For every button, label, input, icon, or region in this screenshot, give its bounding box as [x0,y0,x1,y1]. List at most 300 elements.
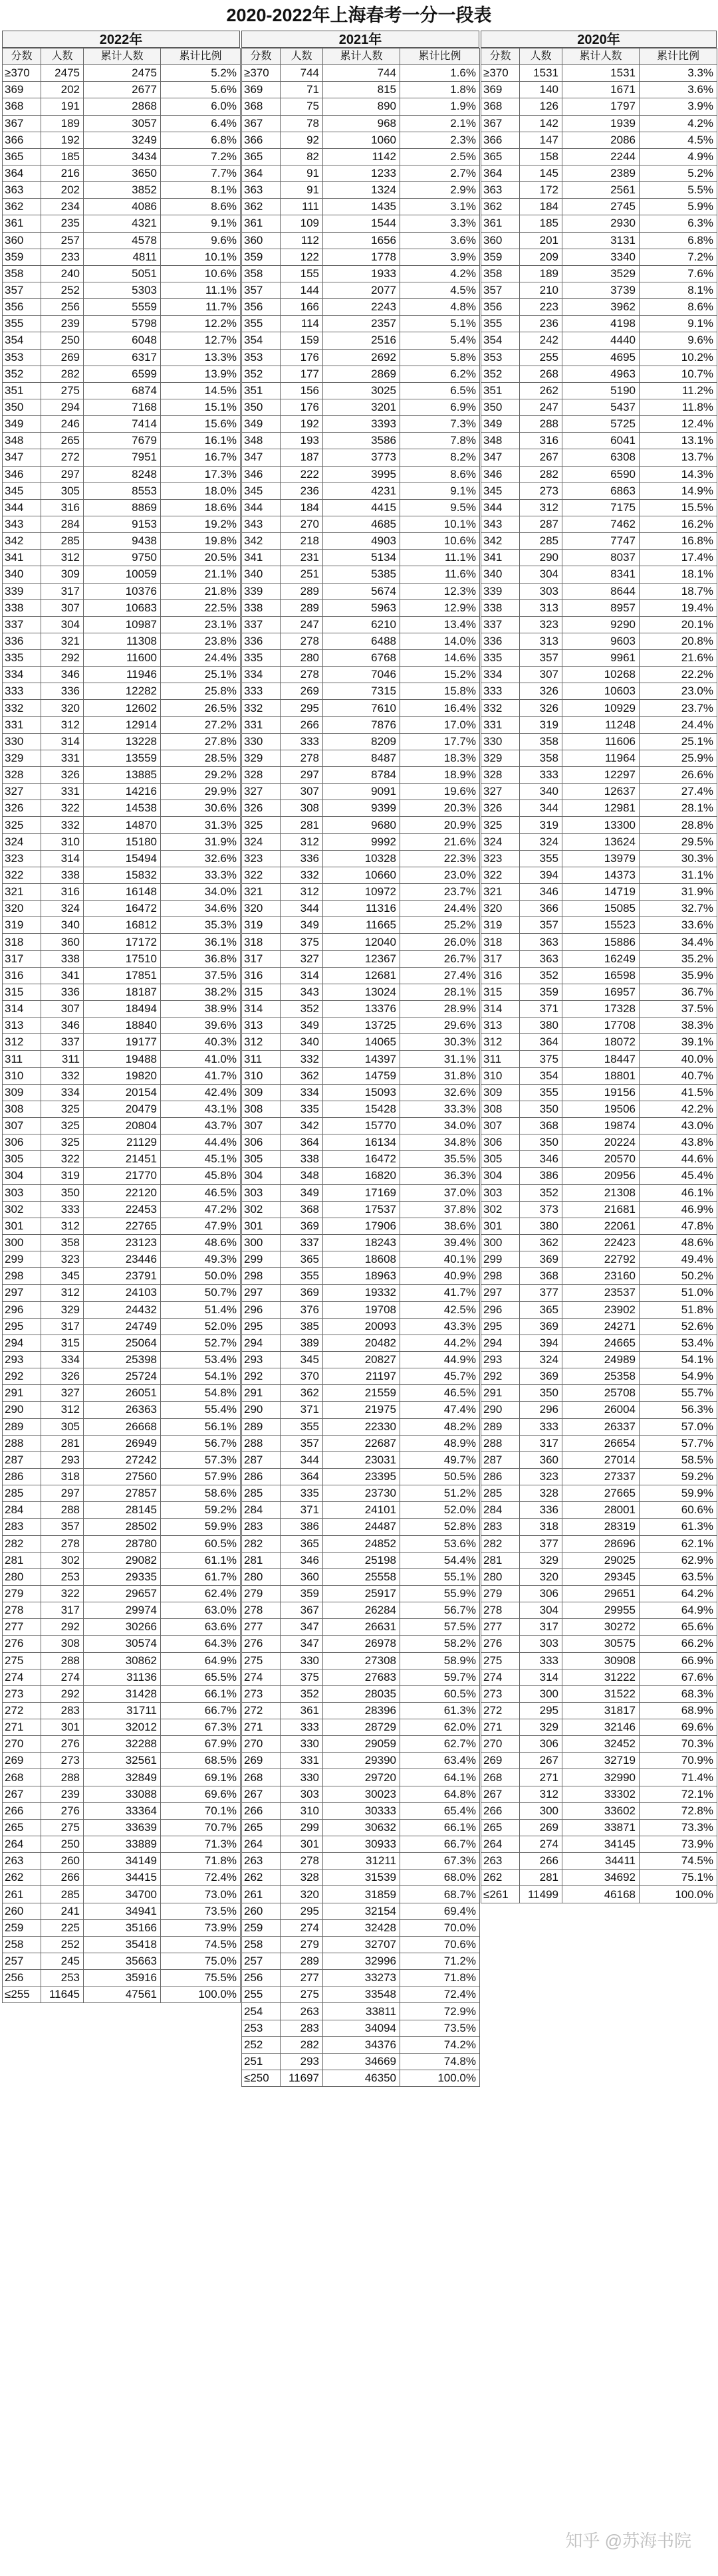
score-cell: 348 [3,433,41,449]
count-cell: 275 [41,382,84,399]
cumulative-ratio-cell: 47.8% [640,1218,717,1234]
score-cell: 357 [242,282,281,298]
count-cell: 300 [520,1802,562,1819]
cumulative-count-cell: 10059 [84,566,161,583]
score-cell: 322 [3,867,41,883]
count-cell: 317 [41,1318,84,1335]
count-cell: 344 [520,800,562,817]
score-cell: 366 [481,132,520,148]
cumulative-ratio-cell: 72.8% [640,1802,717,1819]
table-row [242,1101,480,1117]
cumulative-ratio-cell: 3.6% [400,232,480,249]
cumulative-ratio-cell: 29.5% [640,833,717,850]
cumulative-ratio-cell: 68.0% [400,1870,480,1886]
score-cell: 302 [481,1201,520,1218]
cumulative-ratio-cell: 28.8% [640,817,717,833]
cumulative-ratio-cell: 36.1% [161,934,241,950]
cumulative-count-cell: 35166 [84,1919,161,1936]
score-cell: 264 [3,1836,41,1853]
table-row [3,132,241,148]
count-cell: 292 [41,1685,84,1702]
count-cell: 323 [520,1468,562,1485]
count-cell: 234 [41,199,84,215]
score-cell: 324 [481,833,520,850]
score-cell: 271 [242,1719,281,1736]
table-row [481,65,717,82]
score-cell: 316 [242,967,281,984]
score-cell: 286 [242,1468,281,1485]
score-cell: 265 [242,1819,281,1836]
cumulative-count-cell: 21770 [84,1168,161,1184]
table-row [3,1986,241,2003]
count-cell: 276 [41,1802,84,1819]
cumulative-count-cell: 6317 [84,349,161,366]
table-row [242,1886,480,1903]
cumulative-count-cell: 7610 [323,700,400,716]
cumulative-count-cell: 14216 [84,784,161,800]
count-cell: 375 [281,934,323,950]
cumulative-ratio-cell: 31.9% [640,884,717,901]
cumulative-count-cell: 1324 [323,182,400,199]
cumulative-ratio-cell: 31.9% [161,833,241,850]
count-cell: 346 [41,1018,84,1034]
table-row [242,1118,480,1134]
cumulative-count-cell: 3773 [323,449,400,466]
cumulative-ratio-cell: 56.3% [640,1402,717,1418]
table-row [3,1385,241,1402]
count-cell: 301 [281,1836,323,1853]
cumulative-count-cell: 3962 [562,299,640,316]
cumulative-ratio-cell: 43.8% [640,1134,717,1151]
count-cell: 317 [520,1435,562,1451]
table-row [3,449,241,466]
count-cell: 269 [520,1819,562,1836]
score-cell: 274 [3,1669,41,1685]
count-cell: 347 [281,1636,323,1652]
cumulative-count-cell: 17172 [84,934,161,950]
cumulative-count-cell: 7414 [84,416,161,433]
table-row [242,750,480,766]
count-cell: 350 [520,1385,562,1402]
count-cell: 270 [281,516,323,532]
count-cell: 346 [520,1151,562,1168]
cumulative-ratio-cell: 69.6% [640,1719,717,1736]
cumulative-ratio-cell: 28.1% [640,800,717,817]
count-cell: 365 [281,1251,323,1268]
count-cell: 318 [41,1468,84,1485]
cumulative-count-cell: 34415 [84,1870,161,1886]
score-cell: 285 [481,1485,520,1502]
cumulative-ratio-cell: 6.9% [400,399,480,415]
cumulative-ratio-cell: 14.6% [400,650,480,667]
score-cell: 319 [242,917,281,934]
cumulative-count-cell: 6863 [562,483,640,499]
count-cell: 364 [281,1468,323,1485]
count-cell: 142 [520,115,562,132]
cumulative-ratio-cell: 3.9% [400,249,480,265]
score-cell: 302 [3,1201,41,1218]
count-cell: 360 [41,934,84,950]
cumulative-count-cell: 29082 [84,1552,161,1568]
count-cell: 289 [281,599,323,616]
count-cell: 314 [281,967,323,984]
cumulative-ratio-cell: 10.7% [640,366,717,382]
cumulative-ratio-cell: 18.0% [161,483,241,499]
score-cell: 358 [3,265,41,282]
cumulative-count-cell: 3529 [562,265,640,282]
cumulative-ratio-cell: 49.4% [640,1251,717,1268]
table-row [3,1919,241,1936]
count-cell: 343 [281,984,323,1000]
cumulative-count-cell: 8487 [323,750,400,766]
score-cell: 265 [3,1819,41,1836]
cumulative-count-cell: 17851 [84,967,161,984]
cumulative-count-cell: 23730 [323,1485,400,1502]
score-cell: 286 [481,1468,520,1485]
cumulative-ratio-cell: 43.0% [640,1118,717,1134]
cumulative-ratio-cell: 73.9% [161,1919,241,1936]
table-row [242,700,480,716]
cumulative-count-cell: 10376 [84,583,161,599]
count-cell: 312 [41,550,84,566]
table-row [3,1519,241,1535]
cumulative-count-cell: 14373 [562,867,640,883]
cumulative-ratio-cell: 24.4% [640,716,717,733]
cumulative-ratio-cell: 37.8% [400,1201,480,1218]
table-row [242,1552,480,1568]
count-cell: 332 [281,1051,323,1067]
count-cell: 312 [41,1402,84,1418]
cumulative-count-cell: 20482 [323,1335,400,1351]
count-cell: 281 [281,817,323,833]
table-row [242,733,480,750]
score-cell: 256 [3,1970,41,1986]
cumulative-ratio-cell: 4.9% [640,148,717,165]
count-cell: 394 [520,867,562,883]
score-cell: 335 [481,650,520,667]
cumulative-ratio-cell: 5.5% [640,182,717,199]
header-cumulative-ratio: 累计比例 [400,49,480,65]
table-row [3,65,241,82]
score-cell: 261 [3,1886,41,1903]
count-cell: 326 [41,767,84,784]
count-cell: 144 [281,282,323,298]
score-cell: 299 [242,1251,281,1268]
score-cell: 329 [242,750,281,766]
cumulative-count-cell: 19488 [84,1051,161,1067]
cumulative-count-cell: 5134 [323,550,400,566]
table-row [3,1936,241,1953]
score-cell: 313 [481,1018,520,1034]
cumulative-count-cell: 12602 [84,700,161,716]
count-cell: 250 [41,1836,84,1853]
cumulative-count-cell: 8248 [84,466,161,483]
score-cell: 276 [481,1636,520,1652]
cumulative-count-cell: 30908 [562,1652,640,1669]
count-cell: 303 [520,583,562,599]
cumulative-ratio-cell: 56.1% [161,1418,241,1435]
cumulative-ratio-cell: 61.1% [161,1552,241,1568]
count-cell: 222 [281,466,323,483]
count-cell: 316 [520,433,562,449]
cumulative-count-cell: 12914 [84,716,161,733]
cumulative-count-cell: 18801 [562,1067,640,1084]
cumulative-count-cell: 34692 [562,1870,640,1886]
score-cell: 333 [242,683,281,700]
cumulative-count-cell: 32428 [323,1919,400,1936]
table-row [481,382,717,399]
cumulative-count-cell: 30632 [323,1819,400,1836]
cumulative-ratio-cell: 1.8% [400,82,480,98]
cumulative-ratio-cell: 75.1% [640,1870,717,1886]
cumulative-count-cell: 10987 [84,616,161,633]
table-row [481,1151,717,1168]
table-row [481,1285,717,1301]
table-row [3,1118,241,1134]
count-cell: 307 [281,784,323,800]
cumulative-ratio-cell: 33.3% [161,867,241,883]
cumulative-ratio-cell: 9.5% [400,499,480,516]
cumulative-ratio-cell: 38.9% [161,1001,241,1018]
table-row [242,366,480,382]
cumulative-ratio-cell: 14.3% [640,466,717,483]
score-cell: 266 [242,1802,281,1819]
table-row [481,499,717,516]
count-cell: 304 [41,616,84,633]
score-cell: 360 [3,232,41,249]
score-cell: 275 [3,1652,41,1669]
cumulative-count-cell: 28001 [562,1502,640,1519]
count-cell: 276 [41,1736,84,1753]
table-row [481,1451,717,1468]
score-cell: 359 [3,249,41,265]
count-cell: 375 [520,1051,562,1067]
score-cell: 294 [242,1335,281,1351]
count-cell: 318 [520,1519,562,1535]
score-cell: 279 [481,1585,520,1602]
count-cell: 314 [41,733,84,750]
cumulative-ratio-cell: 65.5% [161,1669,241,1685]
table-row [242,1602,480,1619]
header-count: 人数 [281,49,323,65]
score-cell: 362 [481,199,520,215]
score-cell: 263 [242,1853,281,1870]
cumulative-count-cell: 25558 [323,1568,400,1585]
cumulative-ratio-cell: 6.4% [161,115,241,132]
score-cell: 331 [481,716,520,733]
cumulative-ratio-cell: 19.4% [640,599,717,616]
count-cell: 365 [281,1535,323,1552]
cumulative-ratio-cell: 40.0% [640,1051,717,1067]
count-cell: 362 [281,1385,323,1402]
cumulative-ratio-cell: 10.2% [640,349,717,366]
count-cell: 284 [41,516,84,532]
count-cell: 365 [520,1301,562,1318]
cumulative-count-cell: 29390 [323,1753,400,1769]
count-cell: 247 [281,616,323,633]
score-cell: 260 [3,1903,41,1919]
cumulative-ratio-cell: 48.6% [161,1234,241,1251]
score-cell: 353 [242,349,281,366]
cumulative-ratio-cell: 27.2% [161,716,241,733]
table-row [3,800,241,817]
count-cell: 239 [41,1786,84,1802]
table-row [242,967,480,984]
score-cell: 347 [481,449,520,466]
count-cell: 260 [41,1853,84,1870]
cumulative-ratio-cell: 33.3% [400,1101,480,1117]
cumulative-ratio-cell: 34.4% [640,934,717,950]
count-cell: 300 [520,1685,562,1702]
cumulative-count-cell: 26337 [562,1418,640,1435]
cumulative-count-cell: 34149 [84,1853,161,1870]
score-cell: 348 [481,433,520,449]
cumulative-count-cell: 11964 [562,750,640,766]
table-row [481,115,717,132]
count-cell: 349 [281,917,323,934]
count-cell: 330 [281,1652,323,1669]
cumulative-count-cell: 27683 [323,1669,400,1685]
count-cell: 389 [281,1335,323,1351]
count-cell: 301 [41,1719,84,1736]
cumulative-count-cell: 25358 [562,1368,640,1385]
header-cumulative-ratio: 累计比例 [640,49,717,65]
count-cell: 369 [520,1368,562,1385]
cumulative-count-cell: 23160 [562,1268,640,1285]
cumulative-count-cell: 27337 [562,1468,640,1485]
cumulative-count-cell: 6048 [84,332,161,349]
table-row [481,583,717,599]
cumulative-count-cell: 29974 [84,1602,161,1619]
cumulative-ratio-cell: 4.8% [400,299,480,316]
cumulative-count-cell: 33364 [84,1802,161,1819]
cumulative-count-cell: 5385 [323,566,400,583]
cumulative-count-cell: 19874 [562,1118,640,1134]
cumulative-ratio-cell: 15.1% [161,399,241,415]
table-row [242,265,480,282]
count-cell: 321 [41,633,84,649]
cumulative-count-cell: 2869 [323,366,400,382]
count-cell: 337 [41,1034,84,1051]
cumulative-count-cell: 9992 [323,833,400,850]
cumulative-count-cell: 25398 [84,1351,161,1368]
score-cell: 314 [481,1001,520,1018]
cumulative-count-cell: 11665 [323,917,400,934]
table-row [242,1067,480,1084]
cumulative-count-cell: 8869 [84,499,161,516]
cumulative-count-cell: 24432 [84,1301,161,1318]
table-row [3,1418,241,1435]
table-row [242,1853,480,1870]
cumulative-count-cell: 7175 [562,499,640,516]
cumulative-count-cell: 16472 [84,901,161,917]
cumulative-count-cell: 3995 [323,466,400,483]
table-row [3,817,241,833]
score-cell: 342 [3,533,41,550]
table-row [481,366,717,382]
cumulative-count-cell: 29025 [562,1552,640,1568]
cumulative-count-cell: 3739 [562,282,640,298]
cumulative-ratio-cell: 1.9% [400,98,480,115]
table-row [481,800,717,817]
count-cell: 340 [281,1034,323,1051]
cumulative-count-cell: 4963 [562,366,640,382]
score-cell: 308 [3,1101,41,1117]
count-cell: 344 [281,901,323,917]
count-cell: 306 [520,1585,562,1602]
score-cell: 330 [481,733,520,750]
cumulative-ratio-cell: 57.3% [161,1451,241,1468]
table-row [3,1535,241,1552]
score-cell: 316 [3,967,41,984]
cumulative-count-cell: 20154 [84,1084,161,1101]
table-row [3,700,241,716]
cumulative-count-cell: 8553 [84,483,161,499]
table-row [242,1084,480,1101]
cumulative-ratio-cell: 16.1% [161,433,241,449]
table-row [242,1986,480,2003]
cumulative-ratio-cell: 7.6% [640,265,717,282]
table-row [481,1485,717,1502]
count-cell: 266 [520,1853,562,1870]
cumulative-count-cell: 24989 [562,1351,640,1368]
table-row [3,1753,241,1769]
score-table-2022 [2,48,241,2003]
table-row [242,299,480,316]
count-cell: 288 [41,1652,84,1669]
count-cell: 352 [520,967,562,984]
count-cell: 201 [520,232,562,249]
table-row [481,316,717,332]
cumulative-count-cell: 32996 [323,1953,400,1970]
cumulative-count-cell: 7876 [323,716,400,733]
count-cell: 239 [41,316,84,332]
score-cell: 310 [242,1067,281,1084]
table-row [242,1636,480,1652]
score-cell: 262 [481,1870,520,1886]
count-cell: 156 [281,382,323,399]
table-row [242,82,480,98]
cumulative-ratio-cell: 66.7% [161,1702,241,1719]
table-row [242,1418,480,1435]
table-row [242,316,480,332]
table-row [481,1084,717,1101]
cumulative-ratio-cell: 3.3% [400,215,480,232]
count-cell: 306 [520,1736,562,1753]
count-cell: 385 [281,1318,323,1335]
score-cell: 336 [481,633,520,649]
cumulative-ratio-cell: 35.2% [640,950,717,967]
cumulative-ratio-cell: 55.7% [640,1385,717,1402]
cumulative-count-cell: 19708 [323,1301,400,1318]
table-row [3,917,241,934]
table-row [481,265,717,282]
table-row [481,1786,717,1802]
count-cell: 363 [520,950,562,967]
cumulative-ratio-cell: 41.7% [400,1285,480,1301]
table-row [242,516,480,532]
watermark-text: 知乎 @苏海书院 [565,2531,691,2551]
cumulative-ratio-cell: 8.6% [400,466,480,483]
cumulative-count-cell: 29955 [562,1602,640,1619]
count-cell: 313 [520,599,562,616]
cumulative-ratio-cell: 26.7% [400,950,480,967]
count-cell: 340 [520,784,562,800]
score-cell: 301 [481,1218,520,1234]
table-row [242,1468,480,1485]
cumulative-count-cell: 9153 [84,516,161,532]
cumulative-ratio-cell: 64.8% [400,1786,480,1802]
